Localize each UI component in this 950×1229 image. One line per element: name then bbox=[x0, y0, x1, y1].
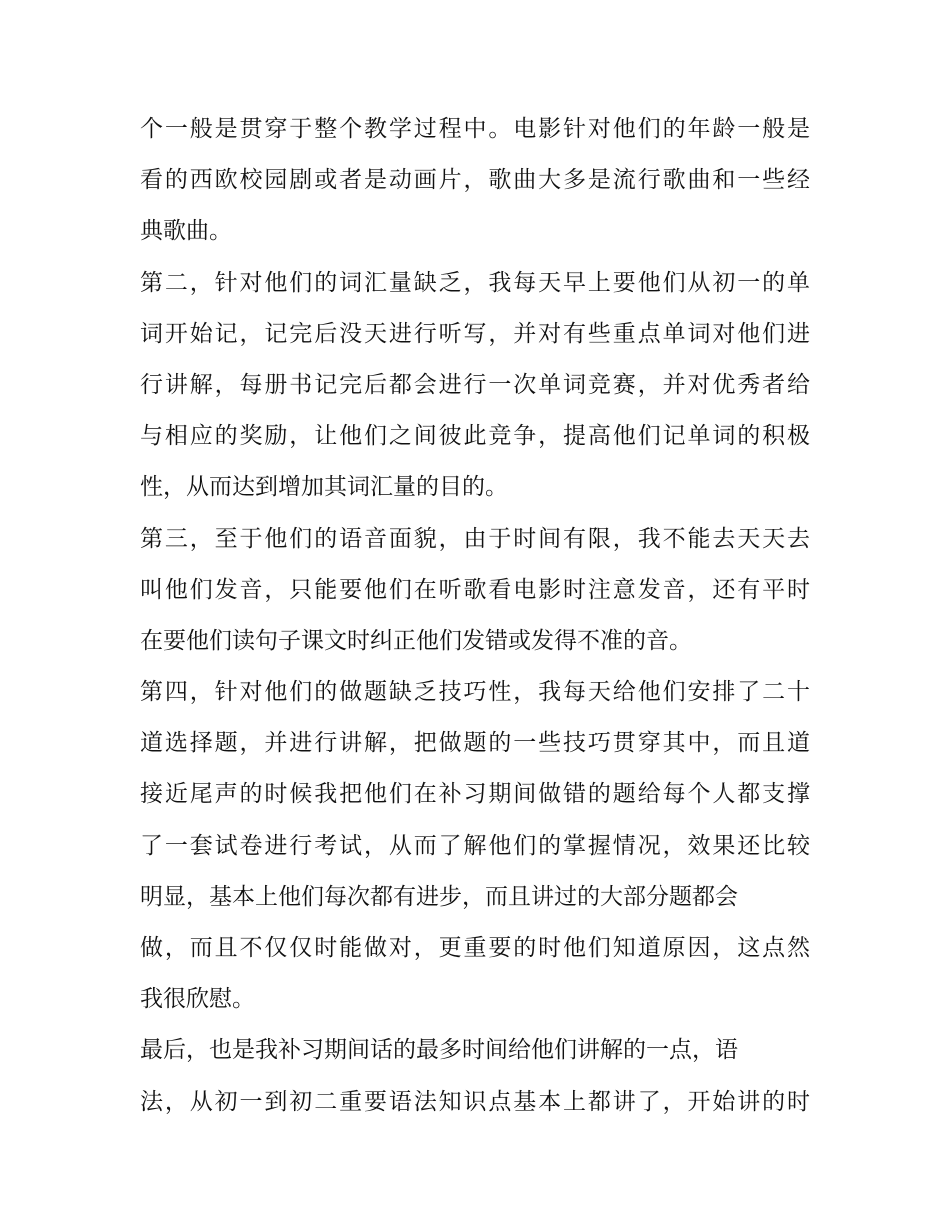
text-line: 了一套试卷进行考试，从而了解他们的掌握情况，效果还比较 bbox=[140, 832, 810, 859]
paragraph-exercises bbox=[140, 667, 810, 1025]
text-line: 看的西欧校园剧或者是动画片，歌曲大多是流行歌曲和一些经 bbox=[140, 167, 810, 194]
text-line: 做，而且不仅仅时能做对，更重要的时他们知道原因，这点然 bbox=[140, 935, 810, 961]
paragraph-pronunciation bbox=[140, 514, 810, 668]
text-line: 道选择题，并进行讲解，把做题的一些技巧贯穿其中，而且道 bbox=[140, 730, 810, 757]
text-line: 叫他们发音，只能要他们在听歌看电影时注意发音，还有平时 bbox=[140, 576, 810, 603]
text-line: 性，从而达到增加其词汇量的目的。 bbox=[140, 474, 508, 501]
document-body bbox=[140, 104, 810, 1128]
text-line: 我很欣慰。 bbox=[140, 986, 255, 1013]
text-line: 词开始记，记完后没天进行听写，并对有些重点单词对他们进 bbox=[140, 320, 810, 347]
text-line: 接近尾声的时候我把他们在补习期间做错的题给每个人都支撑 bbox=[140, 781, 810, 808]
text-line: 法，从初一到初二重要语法知识点基本上都讲了，开始讲的时 bbox=[140, 1088, 810, 1115]
paragraph-methods-intro bbox=[140, 104, 810, 258]
text-line: 与相应的奖励，让他们之间彼此竞争，提高他们记单词的积极 bbox=[140, 423, 810, 450]
paragraph-grammar bbox=[140, 1025, 810, 1127]
text-line: 个一般是贯穿于整个教学过程中。电影针对他们的年龄一般是 bbox=[140, 116, 810, 142]
text-line: 最后，也是我补习期间话的最多时间给他们讲解的一点，语 bbox=[140, 1037, 738, 1064]
text-line: 第四，针对他们的做题缺乏技巧性，我每天给他们安排了二十 bbox=[140, 679, 810, 706]
paragraph-vocabulary bbox=[140, 258, 810, 514]
text-line: 行讲解，每册书记完后都会进行一次单词竞赛，并对优秀者给 bbox=[140, 371, 810, 398]
text-line: 在要他们读句子课文时纠正他们发错或发得不准的音。 bbox=[140, 627, 692, 654]
text-line: 第二，针对他们的词汇量缺乏，我每天早上要他们从初一的单 bbox=[140, 269, 810, 296]
text-line: 典歌曲。 bbox=[140, 218, 232, 245]
text-line: 第三，至于他们的语音面貌，由于时间有限，我不能去天天去 bbox=[140, 525, 810, 552]
text-line: 明显，基本上他们每次都有进步，而且讲过的大部分题都会 bbox=[140, 883, 738, 910]
